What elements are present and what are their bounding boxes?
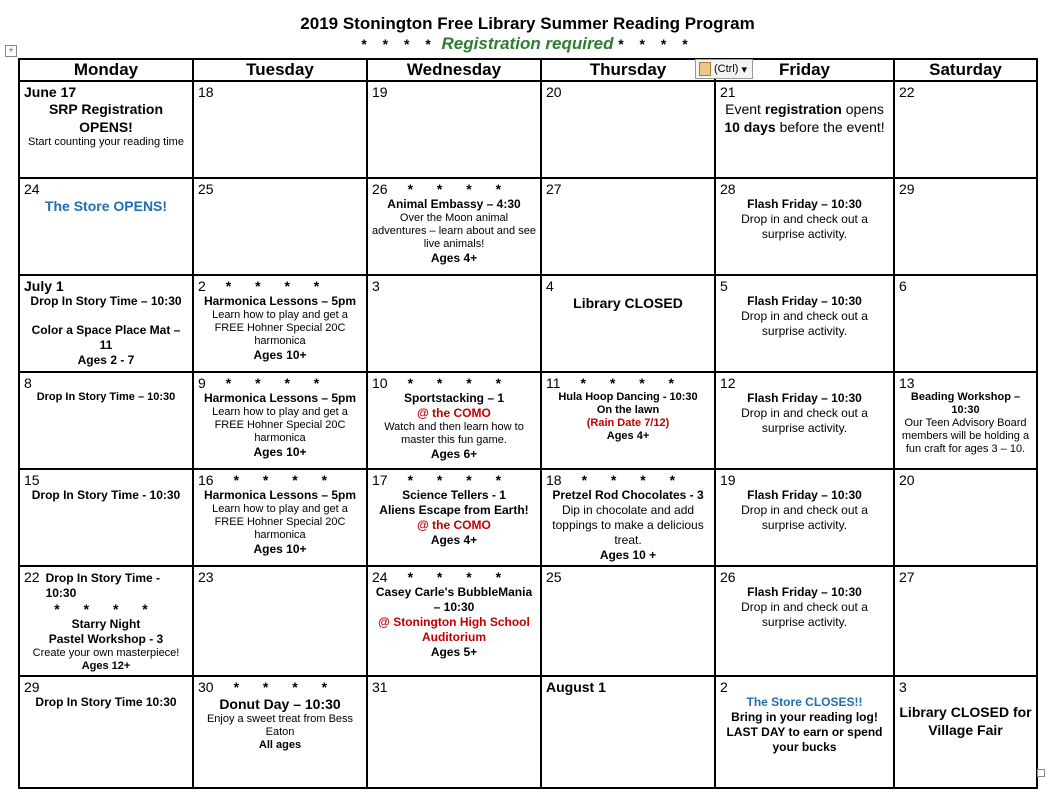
event-title: Casey Carle's BubbleMania – 10:30 — [375, 585, 533, 614]
day-cell — [19, 469, 193, 566]
event-title-2: Color a Space Place Mat – 11 — [31, 323, 181, 352]
event-title: Animal Embassy – 4:30 — [387, 197, 521, 211]
date: 27 — [546, 181, 562, 197]
date: 25 — [198, 181, 214, 197]
week-row — [19, 275, 1037, 372]
paste-options-button[interactable] — [695, 59, 753, 79]
event-ages: Ages 5+ — [430, 645, 478, 659]
date: 16 — [198, 472, 214, 488]
date: 19 — [720, 472, 736, 488]
day-header-thursday: Thursday — [541, 59, 715, 81]
day-cell — [894, 469, 1037, 566]
day-cell — [894, 566, 1037, 676]
event-title: SRP Registration — [48, 101, 164, 117]
date: 29 — [24, 679, 40, 695]
day-cell — [193, 469, 367, 566]
date: 28 — [720, 181, 736, 197]
date: 12 — [720, 375, 736, 391]
stars: * * * * — [233, 679, 338, 695]
stars: * * * * — [407, 472, 512, 488]
registration-note — [0, 34, 1055, 54]
event-title: Flash Friday – 10:30 — [747, 294, 862, 308]
date: 24 — [372, 569, 388, 585]
event-line — [720, 100, 889, 118]
event-title: Drop In Story Time – 10:30 — [36, 391, 176, 403]
event-title-2: OPENS! — [79, 119, 133, 135]
event-line-2: LAST DAY to earn or spend your bucks — [726, 725, 883, 754]
date: 20 — [899, 472, 915, 488]
stars: * * * * — [581, 472, 686, 488]
week-row — [19, 81, 1037, 178]
store-opens-text: The Store OPENS! — [44, 198, 168, 214]
event-title-3: Pastel Workshop - 3 — [48, 632, 164, 646]
table-resize-handle-icon[interactable] — [1037, 769, 1045, 777]
stars: * * * * — [54, 601, 158, 617]
event-desc: Learn how to play and get a FREE Hohner Special 20C harmonica — [212, 503, 348, 541]
event-title: Flash Friday – 10:30 — [747, 585, 862, 599]
day-cell — [715, 81, 894, 178]
store-closes-text: The Store CLOSES!! — [746, 695, 863, 709]
day-cell — [193, 676, 367, 788]
date: 26 — [372, 181, 388, 197]
registration-required-text: Registration required — [441, 34, 614, 53]
day-header-tuesday: Tuesday — [193, 59, 367, 81]
paste-options-label: (Ctrl) — [714, 63, 739, 75]
event-ages: Ages 4+ — [430, 251, 478, 265]
stars: * * * * — [407, 181, 512, 197]
day-header-saturday: Saturday — [894, 59, 1037, 81]
date: 27 — [899, 569, 915, 585]
day-cell — [193, 81, 367, 178]
date: 5 — [720, 278, 728, 294]
event-title-2: Aliens Escape from Earth! — [379, 503, 529, 517]
event-line: Bring in your reading log! — [731, 710, 878, 724]
chevron-down-icon: ▾ — [741, 63, 747, 76]
event-desc: Drop in and check out a surprise activity. — [741, 212, 868, 241]
event-ages: Ages 2 - 7 — [77, 353, 135, 367]
day-cell — [715, 178, 894, 275]
event-title: Sportstacking – 1 — [403, 391, 505, 405]
day-cell — [715, 275, 894, 372]
event-title: Harmonica Lessons – 5pm — [203, 391, 357, 405]
stars: * * * * — [407, 375, 512, 391]
library-closed-text: Library CLOSED — [573, 295, 683, 311]
event-desc: Over the Moon animal adventures – learn about and see live animals! — [372, 212, 536, 250]
event-desc: Watch and then learn how to master this fun game. — [384, 421, 524, 446]
day-cell — [193, 275, 367, 372]
date: 2 — [198, 278, 206, 294]
event-title: Harmonica Lessons – 5pm — [203, 488, 357, 502]
day-cell — [19, 178, 193, 275]
date: 18 — [546, 472, 562, 488]
library-closed-text: Library CLOSED for Village Fair — [899, 704, 1032, 738]
event-location: @ the COMO — [417, 406, 491, 420]
day-cell — [367, 178, 541, 275]
date: 4 — [546, 278, 554, 294]
date: 11 — [546, 375, 561, 391]
event-note: Start counting your reading time — [28, 136, 184, 148]
day-cell — [894, 372, 1037, 469]
day-cell — [193, 178, 367, 275]
event-location: @ Stonington High School Auditorium — [378, 615, 530, 644]
day-cell — [193, 372, 367, 469]
text: opens — [841, 101, 884, 117]
date: 3 — [372, 278, 380, 294]
date: 23 — [198, 569, 214, 585]
day-cell — [367, 676, 541, 788]
date: 9 — [198, 375, 206, 391]
date: 19 — [372, 84, 388, 100]
date: 30 — [198, 679, 214, 695]
date: 22 — [24, 569, 40, 585]
event-ages: Ages 6+ — [430, 447, 478, 461]
date: 24 — [24, 181, 40, 197]
day-cell — [715, 676, 894, 788]
date: 20 — [546, 84, 562, 100]
date: 22 — [899, 84, 915, 100]
event-ages: Ages 10+ — [253, 348, 307, 362]
date: 18 — [198, 84, 214, 100]
stars: * * * * — [407, 569, 512, 585]
event-title: Drop In Story Time 10:30 — [35, 695, 177, 709]
day-cell — [541, 372, 715, 469]
stars-right: * * * * — [618, 36, 694, 52]
event-title: Drop In Story Time - 10:30 — [31, 488, 181, 502]
date: 6 — [899, 278, 907, 294]
stars: * * * * — [580, 375, 685, 391]
event-ages: Ages 10+ — [253, 542, 307, 556]
day-cell — [894, 178, 1037, 275]
day-cell — [894, 275, 1037, 372]
date: 15 — [24, 472, 40, 488]
day-cell — [367, 275, 541, 372]
week-row — [19, 178, 1037, 275]
text: Event — [725, 101, 765, 117]
date: 8 — [24, 375, 32, 391]
date: 25 — [546, 569, 562, 585]
event-line — [720, 118, 889, 136]
date: 21 — [720, 84, 736, 100]
event-title: Harmonica Lessons – 5pm — [203, 294, 357, 308]
event-desc: Learn how to play and get a FREE Hohner Special 20C harmonica — [212, 309, 348, 347]
day-cell — [19, 676, 193, 788]
event-title: Donut Day – 10:30 — [219, 696, 341, 712]
event-title: Pretzel Rod Chocolates - 3 — [552, 488, 704, 502]
date: 31 — [372, 679, 388, 695]
day-cell — [894, 676, 1037, 788]
page-title: 2019 Stonington Free Library Summer Reading Program — [300, 14, 755, 33]
event-title: Flash Friday – 10:30 — [747, 197, 862, 211]
day-cell — [367, 81, 541, 178]
day-header-monday: Monday — [19, 59, 193, 81]
day-cell — [193, 566, 367, 676]
day-cell — [715, 566, 894, 676]
date: 2 — [720, 679, 728, 695]
text-bold: registration — [764, 101, 842, 117]
date: 17 — [372, 472, 388, 488]
event-title: Drop In Story Time - 10:30 — [45, 571, 161, 600]
day-cell — [715, 469, 894, 566]
day-cell — [541, 275, 715, 372]
event-title: Beading Workshop – 10:30 — [910, 391, 1021, 416]
event-desc: Drop in and check out a surprise activity. — [741, 503, 868, 532]
text: before the event! — [775, 119, 885, 135]
event-title: Flash Friday – 10:30 — [747, 391, 862, 405]
day-cell — [19, 275, 193, 372]
date: August 1 — [546, 679, 606, 695]
day-cell — [367, 566, 541, 676]
event-ages: Ages 10+ — [253, 445, 307, 459]
day-cell — [367, 469, 541, 566]
event-desc: Dip in chocolate and add toppings to make a delicious treat. — [552, 503, 704, 547]
week-row — [19, 566, 1037, 676]
event-title: Flash Friday – 10:30 — [747, 488, 862, 502]
day-cell — [541, 178, 715, 275]
date: 26 — [720, 569, 736, 585]
event-desc: Enjoy a sweet treat from Bess Eaton — [206, 713, 354, 738]
event-desc: Drop in and check out a surprise activity. — [741, 309, 868, 338]
day-cell — [541, 566, 715, 676]
event-ages: All ages — [258, 739, 302, 751]
date: 13 — [899, 375, 915, 391]
day-cell — [894, 81, 1037, 178]
date: 29 — [899, 181, 915, 197]
day-cell — [367, 372, 541, 469]
event-desc: Drop in and check out a surprise activity. — [741, 406, 868, 435]
header-row — [19, 59, 1037, 81]
day-cell — [19, 81, 193, 178]
event-desc: Our Teen Advisory Board members will be holding a fun craft for ages 3 – 10. — [901, 417, 1030, 455]
table-move-handle-icon[interactable]: + — [5, 45, 17, 57]
date: 10 — [372, 375, 388, 391]
event-desc: Create your own masterpiece! — [32, 647, 180, 659]
stars-left: * * * * — [361, 36, 437, 52]
day-cell — [19, 566, 193, 676]
calendar-table — [18, 58, 1038, 789]
event-ages: Ages 10 + — [599, 548, 657, 562]
event-location: @ the COMO — [417, 518, 491, 532]
event-title-2: Starry Night — [71, 617, 141, 631]
week-row — [19, 676, 1037, 788]
stars: * * * * — [233, 472, 338, 488]
date: 3 — [899, 679, 907, 695]
text-bold: 10 days — [724, 119, 776, 135]
date: July 1 — [24, 278, 64, 294]
day-cell — [541, 676, 715, 788]
event-rain-date: (Rain Date 7/12) — [586, 417, 670, 429]
event-ages: Ages 4+ — [606, 430, 650, 442]
day-header-friday: Friday — [715, 59, 894, 81]
day-cell — [541, 81, 715, 178]
stars: * * * * — [225, 278, 330, 294]
event-ages: Ages 12+ — [81, 660, 131, 672]
event-title: Science Tellers - 1 — [402, 488, 506, 502]
event-title: Drop In Story Time – 10:30 — [30, 294, 182, 308]
week-row — [19, 372, 1037, 469]
event-desc: Learn how to play and get a FREE Hohner Special 20C harmonica — [212, 406, 348, 444]
week-row — [19, 469, 1037, 566]
day-cell — [541, 469, 715, 566]
event-ages: Ages 4+ — [430, 533, 478, 547]
clipboard-icon — [699, 62, 711, 76]
stars: * * * * — [225, 375, 330, 391]
day-cell — [715, 372, 894, 469]
day-cell — [19, 372, 193, 469]
event-desc: Drop in and check out a surprise activity. — [741, 600, 868, 629]
event-title: Hula Hoop Dancing - 10:30 — [558, 391, 698, 403]
date: June 17 — [24, 84, 77, 100]
day-header-wednesday: Wednesday — [367, 59, 541, 81]
event-sub: On the lawn — [596, 404, 660, 416]
